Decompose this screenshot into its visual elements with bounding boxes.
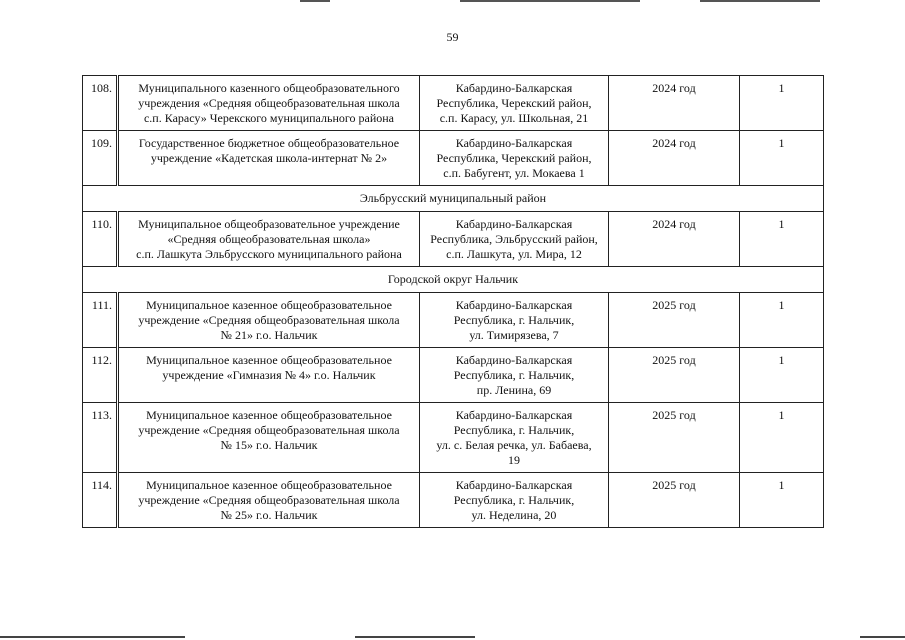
row-number: 109. xyxy=(83,131,118,186)
institution-address xyxy=(420,473,609,528)
address-line: Республика, Эльбрусский район, xyxy=(430,232,598,246)
address-line: Кабардино-Балкарская xyxy=(455,81,573,95)
quantity-cell: 1 xyxy=(740,293,824,348)
address-line: с.п. Бабугент, ул. Мокаева 1 xyxy=(443,166,585,180)
year-cell: 2024 год xyxy=(609,76,740,131)
institution-name xyxy=(118,212,420,267)
institution-name-line: Муниципального казенного общеобразовательного xyxy=(138,81,400,95)
address-line: Республика, г. Нальчик, xyxy=(453,493,575,507)
district-row xyxy=(83,186,824,212)
address-line: Кабардино-Балкарская xyxy=(455,136,573,150)
institution-name-line: учреждения «Средняя общеобразовательная школа xyxy=(138,96,400,110)
institution-address xyxy=(420,403,609,473)
quantity-cell: 1 xyxy=(740,212,824,267)
table-row xyxy=(83,76,824,131)
address-line: с.п. Карасу, ул. Школьная, 21 xyxy=(439,111,589,125)
table-row xyxy=(83,131,824,186)
row-number: 110. xyxy=(83,212,118,267)
institution-address xyxy=(420,131,609,186)
address-line: Кабардино-Балкарская xyxy=(455,353,573,367)
address-line: с.п. Лашкута, ул. Мира, 12 xyxy=(446,247,582,261)
quantity-cell: 1 xyxy=(740,76,824,131)
table-row xyxy=(83,293,824,348)
scan-edge-bottom xyxy=(0,634,905,640)
institution-name-line: учреждение «Средняя общеобразовательная школа xyxy=(138,423,400,437)
address-line: Кабардино-Балкарская xyxy=(455,217,573,231)
quantity-cell: 1 xyxy=(740,403,824,473)
scan-edge-top xyxy=(0,0,905,6)
district-heading: Городской округ Нальчик xyxy=(83,267,824,293)
institution-name-line: учреждение «Кадетская школа-интернат № 2» xyxy=(150,151,388,165)
address-line: ул. Тимирязева, 7 xyxy=(469,328,559,342)
quantity-cell: 1 xyxy=(740,131,824,186)
row-number: 108. xyxy=(83,76,118,131)
institution-name xyxy=(118,403,420,473)
institution-name xyxy=(118,76,420,131)
address-line: Республика, Черекский район, xyxy=(436,96,592,110)
address-line: ул. с. Белая речка, ул. Бабаева, xyxy=(436,438,592,452)
address-line: пр. Ленина, 69 xyxy=(476,383,552,397)
schools-table xyxy=(82,75,824,528)
address-line: Республика, г. Нальчик, xyxy=(453,423,575,437)
year-cell: 2024 год xyxy=(609,131,740,186)
quantity-cell: 1 xyxy=(740,348,824,403)
row-number: 114. xyxy=(83,473,118,528)
institution-name-line: с.п. Карасу» Черекского муниципального района xyxy=(143,111,394,125)
institution-name-line: № 25» г.о. Нальчик xyxy=(220,508,318,522)
institution-name-line: Муниципальное казенное общеобразовательное xyxy=(146,478,392,492)
institution-name-line: Муниципальное общеобразовательное учреждение xyxy=(138,217,400,231)
table-body xyxy=(83,76,824,528)
quantity-cell: 1 xyxy=(740,473,824,528)
page-number: 59 xyxy=(446,30,459,44)
institution-name xyxy=(118,473,420,528)
institution-name-line: № 15» г.о. Нальчик xyxy=(220,438,318,452)
institution-name-line: № 21» г.о. Нальчик xyxy=(220,328,318,342)
institution-name-line: Государственное бюджетное общеобразовательное xyxy=(138,136,400,150)
institution-name xyxy=(118,348,420,403)
institution-name-line: учреждение «Гимназия № 4» г.о. Нальчик xyxy=(162,368,376,382)
row-number: 112. xyxy=(83,348,118,403)
institution-address xyxy=(420,348,609,403)
address-line: Республика, г. Нальчик, xyxy=(453,368,575,382)
institution-name-line: Муниципальное казенное общеобразовательное xyxy=(146,353,392,367)
year-cell: 2025 год xyxy=(609,348,740,403)
institution-name-line: учреждение «Средняя общеобразовательная школа xyxy=(138,493,400,507)
year-cell: 2024 год xyxy=(609,212,740,267)
table-row xyxy=(83,473,824,528)
row-number: 113. xyxy=(83,403,118,473)
address-line: ул. Неделина, 20 xyxy=(471,508,557,522)
institution-name-line: «Средняя общеобразовательная школа» xyxy=(167,232,371,246)
institution-name-line: Муниципальное казенное общеобразовательное xyxy=(146,408,392,422)
institution-address xyxy=(420,293,609,348)
year-cell: 2025 год xyxy=(609,473,740,528)
institution-name xyxy=(118,293,420,348)
address-line: 19 xyxy=(508,453,520,467)
institution-address xyxy=(420,212,609,267)
institution-name-line: учреждение «Средняя общеобразовательная школа xyxy=(138,313,400,327)
district-row xyxy=(83,267,824,293)
row-number: 111. xyxy=(83,293,118,348)
address-line: Республика, Черекский район, xyxy=(436,151,592,165)
year-cell: 2025 год xyxy=(609,293,740,348)
table-row xyxy=(83,212,824,267)
institution-name-line: с.п. Лашкута Эльбрусского муниципального района xyxy=(136,247,402,261)
institution-address xyxy=(420,76,609,131)
institution-name-line: Муниципальное казенное общеобразовательное xyxy=(146,298,392,312)
table-row xyxy=(83,403,824,473)
address-line: Кабардино-Балкарская xyxy=(455,478,573,492)
institution-name xyxy=(118,131,420,186)
address-line: Кабардино-Балкарская xyxy=(455,408,573,422)
year-cell: 2025 год xyxy=(609,403,740,473)
address-line: Республика, г. Нальчик, xyxy=(453,313,575,327)
district-heading: Эльбрусский муниципальный район xyxy=(83,186,824,212)
address-line: Кабардино-Балкарская xyxy=(455,298,573,312)
table-row xyxy=(83,348,824,403)
